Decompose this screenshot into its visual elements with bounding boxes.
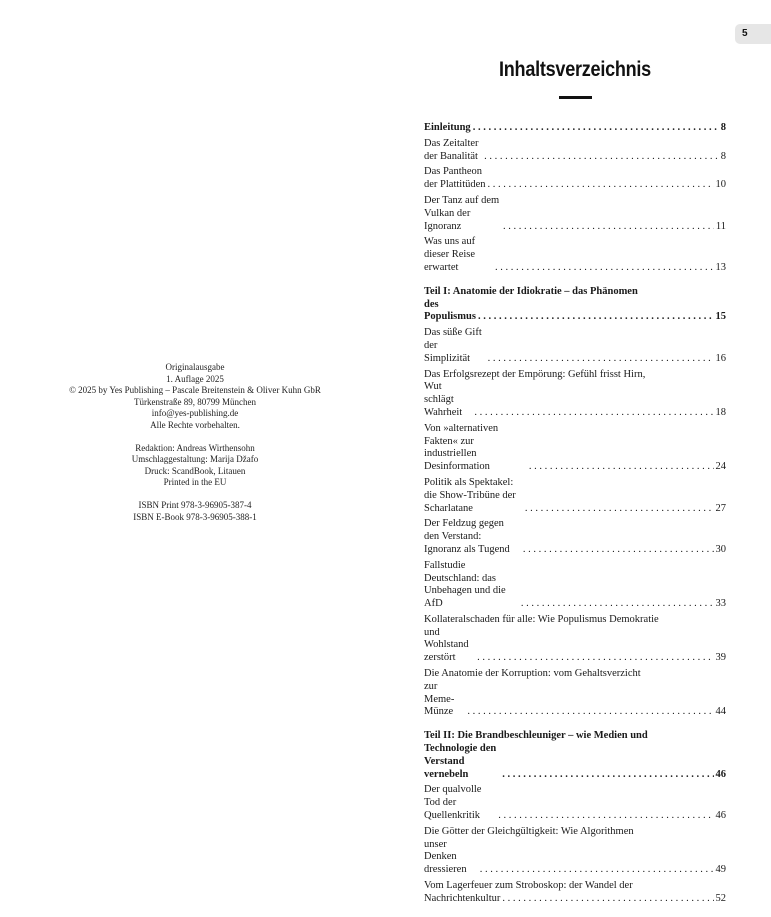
toc-entry-title: Das Zeitalter der Banalität [424, 137, 479, 162]
dot-leader [498, 810, 713, 823]
imprint-line: Originalausgabe [165, 362, 225, 372]
toc-entry[interactable] [424, 518, 726, 556]
toc-part-heading[interactable] [424, 122, 726, 135]
imprint-group-publisher [50, 362, 340, 431]
toc-entry-last-line [424, 299, 726, 325]
toc-entry[interactable] [424, 560, 726, 611]
toc-entry-page: 24 [715, 461, 726, 473]
toc-entry-page: 15 [715, 311, 726, 323]
toc-entry-title: und Wohlstand zerstört [424, 626, 469, 664]
imprint-line: ISBN E-Book 978-3-96905-388-1 [133, 511, 257, 522]
toc-entry-page: 8 [720, 122, 726, 133]
toc-entry-title: Das süße Gift der Simplizität [424, 327, 482, 364]
dot-leader [495, 262, 714, 275]
toc-entry-page: 11 [715, 220, 726, 232]
toc-entry-title-line: Teil I: Anatomie der Idiokratie – das Phänomen [424, 285, 638, 297]
toc-entry-title: Von »alternativen Fakten« zur industriellen Desinformation [424, 422, 499, 473]
toc-entry[interactable] [424, 327, 726, 365]
dot-leader [474, 407, 713, 420]
dot-leader [521, 598, 714, 611]
toc-entry-title: Einleitung [424, 122, 471, 133]
toc-part-heading[interactable] [424, 730, 726, 781]
toc-entry-last-line [424, 743, 726, 781]
toc-entry-page: 44 [715, 706, 726, 718]
imprint-line: info@yes-publishing.de [151, 408, 239, 418]
toc-entry-title: Der Tanz auf dem Vulkan der Ignoranz [424, 194, 500, 232]
dot-leader [477, 652, 713, 665]
toc-section [424, 286, 726, 720]
toc-entry[interactable] [424, 668, 726, 719]
toc-entry-title: Das Pantheon der Plattitüden [424, 166, 486, 191]
toc-entry-title: Fallstudie Deutschland: das Unbehagen und die AfD [424, 559, 506, 610]
toc-entry[interactable] [424, 477, 726, 515]
dot-leader [488, 353, 714, 366]
toc-entry-title: Politik als Spektakel: die Show-Tribüne der Scharlatane [424, 476, 516, 514]
toc-title: Inhaltsverzeichnis [499, 58, 651, 81]
toc-entry-page: 18 [715, 406, 726, 418]
imprint-line: Druck: ScandBook, Litauen [144, 465, 246, 476]
dot-leader [478, 311, 714, 324]
toc-entry-title-line: Das Erfolgsrezept der Empörung: Gefühl frisst Hirn, [424, 368, 646, 380]
toc-entry-title: Der Feldzug gegen den Verstand: Ignoranz als Tugend [424, 518, 510, 555]
toc-entry[interactable] [424, 826, 726, 877]
toc-entry[interactable] [424, 138, 726, 164]
dot-leader [502, 769, 713, 782]
toc-entry[interactable] [424, 166, 726, 192]
toc-entry-page: 52 [715, 892, 726, 904]
toc-entry-title: Nachrichtenkultur [424, 892, 501, 904]
toc-entry[interactable] [424, 614, 726, 665]
toc-entry-title: Was uns auf dieser Reise erwartet [424, 236, 476, 273]
imprint-line: Umschlaggestaltung: Marija Džafo [131, 454, 259, 464]
imprint-line: Alle Rechte vorbehalten. [150, 419, 240, 430]
toc-entry-page: 39 [715, 652, 726, 664]
dot-leader [473, 122, 719, 135]
toc-entry-last-line [424, 681, 726, 719]
imprint-group-credits [50, 443, 340, 489]
toc-entry[interactable] [424, 423, 726, 474]
toc-entry-last-line [424, 839, 726, 877]
dot-leader [502, 893, 713, 906]
imprint-line: ISBN Print 978-3-96905-387-4 [138, 500, 252, 510]
toc-entry-page: 33 [715, 598, 726, 610]
imprint-block [50, 362, 340, 523]
toc-entry-page: 13 [715, 261, 726, 273]
dot-leader [525, 503, 714, 516]
toc-entry[interactable] [424, 369, 726, 420]
toc-entry[interactable] [424, 784, 726, 822]
toc-entry-title-line: Kollateralschaden für alle: Wie Populismus Demokratie [424, 613, 659, 625]
toc-entry-title: zur Meme-Münze [424, 680, 455, 718]
dot-leader [503, 221, 714, 234]
toc-entry-last-line [424, 627, 726, 665]
toc-entry-page: 49 [715, 864, 726, 876]
toc-entry-page: 46 [715, 810, 726, 822]
imprint-line: 1. Auflage 2025 [166, 373, 224, 384]
toc-entry-page: 16 [715, 352, 726, 364]
toc-entry-page: 46 [715, 768, 726, 780]
toc-section [424, 122, 726, 275]
imprint-line: Türkenstraße 89, 80799 München [134, 396, 256, 407]
toc-entry-title-line: Teil II: Die Brandbeschleuniger – wie Medien und [424, 730, 648, 742]
toc-entry-page: 8 [720, 150, 726, 162]
toc-entry-page: 30 [715, 543, 726, 555]
imprint-line: Redaktion: Andreas Wirthensohn [135, 442, 255, 453]
dot-leader [467, 706, 713, 719]
table-of-contents [424, 122, 726, 917]
toc-entry-last-line [424, 381, 726, 419]
toc-entry-title: Wut schlägt Wahrheit [424, 381, 463, 418]
page-number-tab [735, 24, 771, 44]
toc-entry-title: Der qualvolle Tod der Quellenkritik [424, 784, 482, 822]
dot-leader [480, 864, 714, 877]
toc-entry[interactable] [424, 236, 726, 274]
toc-entry-title: des Populismus [424, 298, 476, 323]
dot-leader [484, 151, 719, 164]
imprint-spacer [50, 431, 340, 443]
toc-entry-title-line: Die Anatomie der Korruption: vom Gehaltsverzicht [424, 668, 641, 680]
toc-entry[interactable] [424, 880, 726, 906]
toc-entry[interactable] [424, 195, 726, 233]
toc-entry-title-line: Die Götter der Gleichgültigkeit: Wie Algorithmen [424, 825, 634, 837]
page-number: 5 [742, 28, 748, 39]
toc-entry-page: 10 [715, 179, 726, 191]
dot-leader [488, 179, 714, 192]
dot-leader [529, 461, 714, 474]
imprint-spacer [50, 489, 340, 501]
dot-leader [523, 544, 714, 557]
imprint-group-isbn [50, 500, 340, 523]
toc-section [424, 730, 726, 905]
imprint-line: Printed in the EU [163, 477, 227, 487]
toc-entry-title-line: Vom Lagerfeuer zum Stroboskop: der Wandel der [424, 880, 633, 892]
toc-entry-page: 27 [715, 502, 726, 514]
toc-part-heading[interactable] [424, 286, 726, 324]
toc-entry-title: Technologie den Verstand vernebeln [424, 743, 497, 780]
toc-entry-title: unser Denken dressieren [424, 838, 467, 876]
toc-entry-last-line [424, 893, 726, 906]
imprint-line: © 2025 by Yes Publishing – Pascale Breitenstein & Oliver Kuhn GbR [69, 385, 321, 395]
title-rule [559, 96, 592, 99]
